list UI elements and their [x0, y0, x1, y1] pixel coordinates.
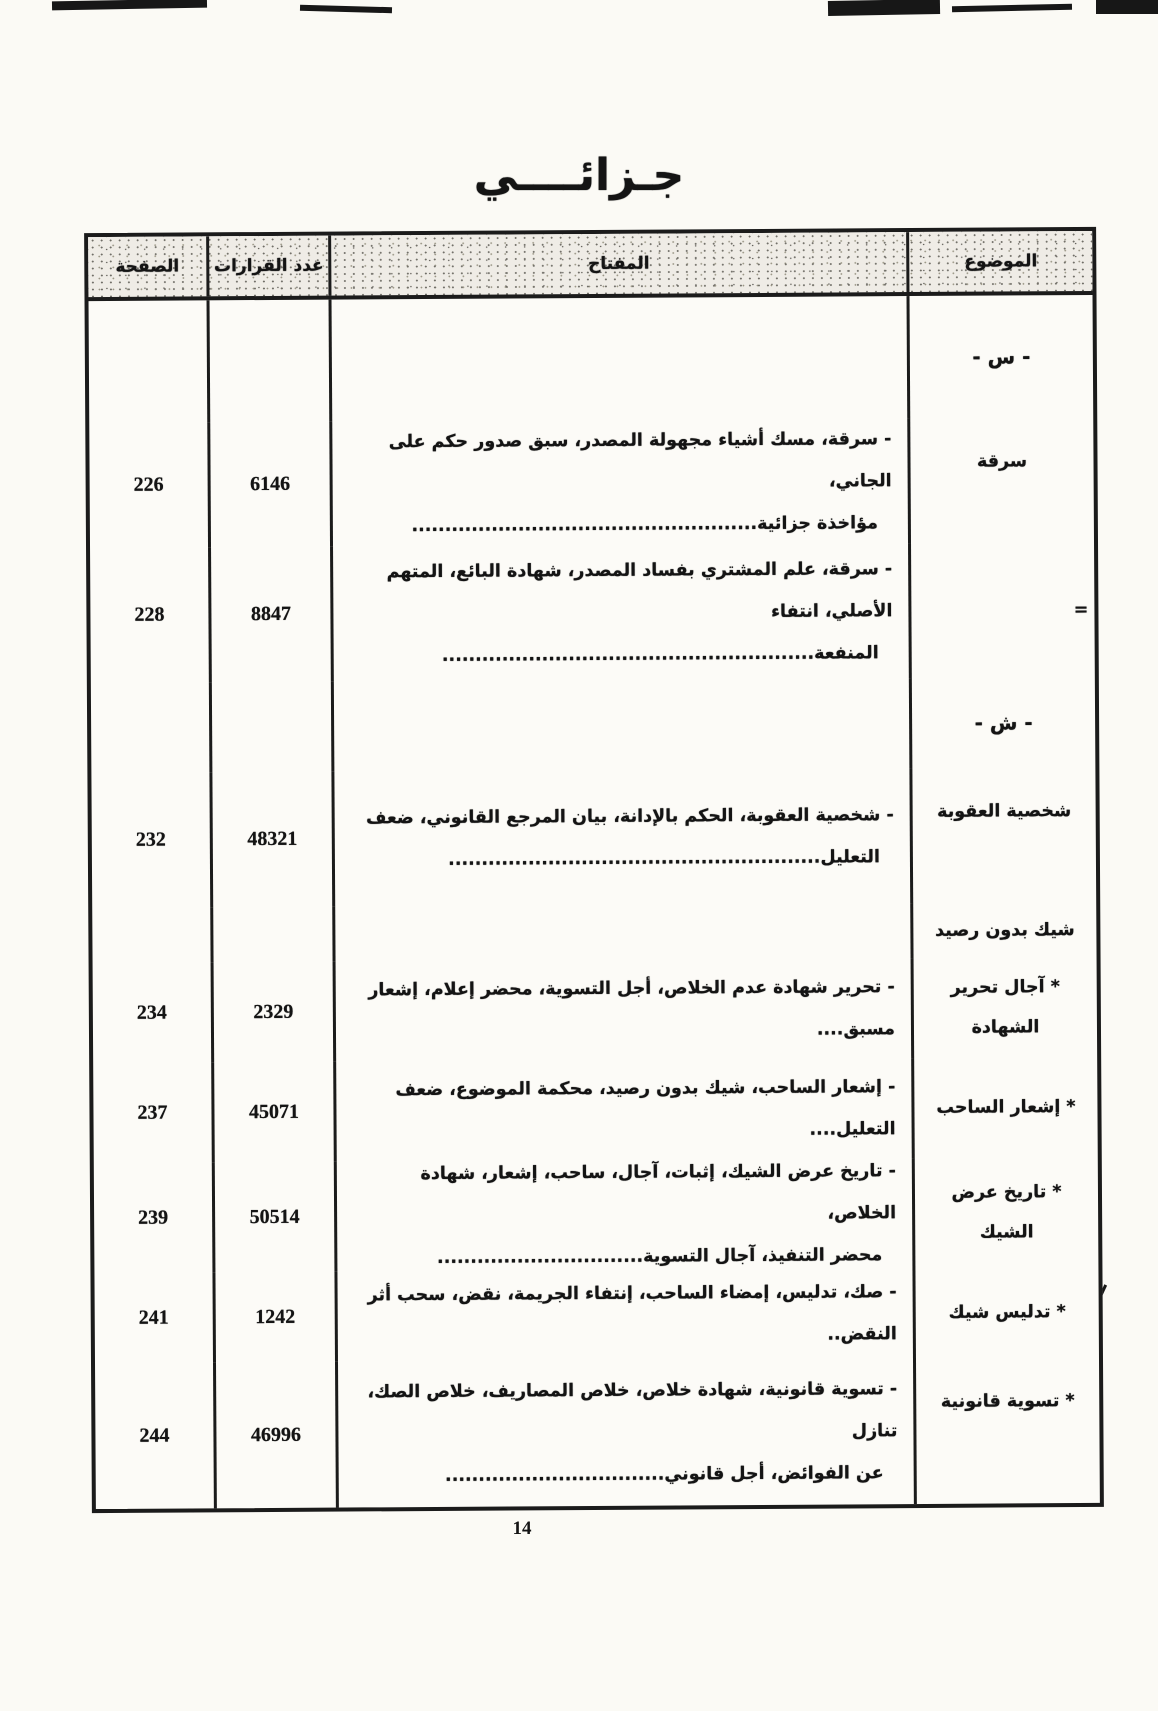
subject-cell: * إشعار الساحب	[911, 1057, 1098, 1158]
subject-cell: شخصية العقوبة	[909, 767, 1096, 903]
toc-row	[95, 1357, 1100, 1509]
decisions-cell	[209, 682, 332, 773]
decisions-cell: 50514	[212, 1162, 335, 1273]
toc-header-subject: الموضوع	[906, 231, 1092, 292]
toc-row	[91, 767, 1096, 908]
toc-row	[90, 542, 1095, 683]
page-cell: 241	[138, 1306, 169, 1329]
toc-header-decisions: عدد القرارات	[206, 236, 328, 297]
decisions-cell: 6146	[207, 422, 330, 548]
key-line: - تحرير شهادة عدم الخلاص، أجل التسوية، محضر إعلام، إشعار مسبق....	[368, 977, 896, 1040]
decisions-cell	[210, 907, 332, 963]
key-cell	[334, 1158, 913, 1272]
page-cell: 234	[136, 1001, 167, 1024]
section-divider-row	[89, 295, 1094, 423]
page-cell: 228	[134, 603, 165, 626]
toc-header-key: المفتاح	[328, 232, 906, 296]
page-cell	[92, 907, 210, 963]
scan-artifact	[300, 5, 392, 13]
key-cell	[329, 418, 908, 547]
subject-cell: * تسوية قانونية	[913, 1357, 1100, 1504]
subject-cell: * تدليس شيك	[912, 1267, 1099, 1358]
subject-group-label: شيك بدون رصيد	[910, 902, 1096, 958]
section-divider-label: - س -	[907, 295, 1094, 418]
key-cell	[331, 768, 910, 907]
decisions-cell: 8847	[208, 547, 331, 683]
toc-row	[93, 1057, 1098, 1163]
section-divider-row	[91, 677, 1096, 773]
subject-cell	[911, 957, 1098, 1058]
key-line: محضر التنفيذ، آجال التسوية...............................	[436, 1245, 883, 1268]
subject-cell	[912, 1157, 1099, 1268]
decisions-cell: 1242	[212, 1272, 335, 1363]
subject-line: * آجال تحرير	[950, 977, 1060, 998]
toc-row	[89, 417, 1094, 548]
key-line: المنفعة........................................................	[441, 642, 879, 666]
subject-cell: سرقة	[907, 417, 1094, 543]
toc-row	[93, 957, 1098, 1063]
key-line: مؤاخذة جزائية....................................................	[411, 512, 878, 536]
toc-table	[84, 227, 1104, 1513]
key-cell	[330, 543, 909, 682]
decisions-cell: 2329	[211, 962, 334, 1063]
key-line: - سرقة، مسك أشياء مجهولة المصدر، سبق صدور حكم على الجاني،	[388, 428, 892, 492]
key-cell	[332, 903, 910, 962]
subject-group-row	[92, 902, 1096, 963]
key-line: - سرقة، علم المشتري بفساد المصدر، شهادة البائع، المتهم الأصلي، انتفاء	[386, 558, 893, 622]
scan-artifact	[1096, 0, 1158, 14]
subject-line: الشيك	[979, 1222, 1034, 1243]
key-cell	[333, 1058, 912, 1162]
key-line: - صك، تدليس، إمضاء الساحب، إنتفاء الجريمة، نقض، سحب أثر النقض..	[367, 1282, 897, 1345]
key-line: - تاريخ عرض الشيك، إثبات، آجال، ساحب، إشعار، شهادة الخلاص،	[420, 1161, 897, 1224]
scan-artifact	[828, 0, 940, 16]
section-divider-label: - ش -	[909, 677, 1096, 768]
key-line: - تسوية قانونية، شهادة خلاص، خلاص المصاريف، خلاص الصك، تنازل	[367, 1379, 898, 1442]
toc-header-row	[88, 231, 1092, 301]
subject-line: الشهادة	[971, 1017, 1040, 1038]
page-cell	[91, 682, 210, 773]
scan-artifact	[952, 4, 1072, 13]
toc-header-page: الصفحة	[115, 256, 180, 277]
page-cell: 237	[137, 1101, 168, 1124]
page-cell: 232	[135, 828, 166, 851]
key-cell	[329, 296, 908, 422]
decisions-cell	[207, 300, 330, 423]
document-title: جـزائــــي	[473, 150, 685, 201]
toc-row	[94, 1157, 1099, 1273]
subject-cell: =	[908, 542, 1095, 678]
decisions-cell: 45071	[211, 1062, 334, 1163]
scan-artifact	[52, 0, 207, 10]
subject-line: * تاريخ عرض	[951, 1182, 1062, 1203]
page-cell: 244	[139, 1424, 170, 1447]
key-line: التعليل........................................................	[448, 846, 880, 870]
decisions-cell: 48321	[209, 772, 332, 908]
key-line: - إشعار الساحب، شيك بدون رصيد، محكمة الموضوع، ضعف التعليل....	[395, 1077, 896, 1140]
page-cell	[89, 300, 208, 423]
key-cell	[331, 678, 910, 772]
page-cell: 226	[133, 473, 164, 496]
key-cell	[335, 1358, 914, 1508]
key-line: عن الفوائض، أجل قانوني.................................	[444, 1463, 884, 1486]
page-number: 14	[512, 1518, 532, 1539]
page-cell: 239	[138, 1206, 169, 1229]
decisions-cell: 46996	[213, 1362, 336, 1509]
key-cell	[334, 1268, 913, 1362]
toc-row	[94, 1267, 1099, 1363]
key-cell	[333, 958, 912, 1062]
key-line: - شخصية العقوبة، الحكم بالإدانة، بيان المرجع القانوني، ضعف	[366, 804, 894, 828]
